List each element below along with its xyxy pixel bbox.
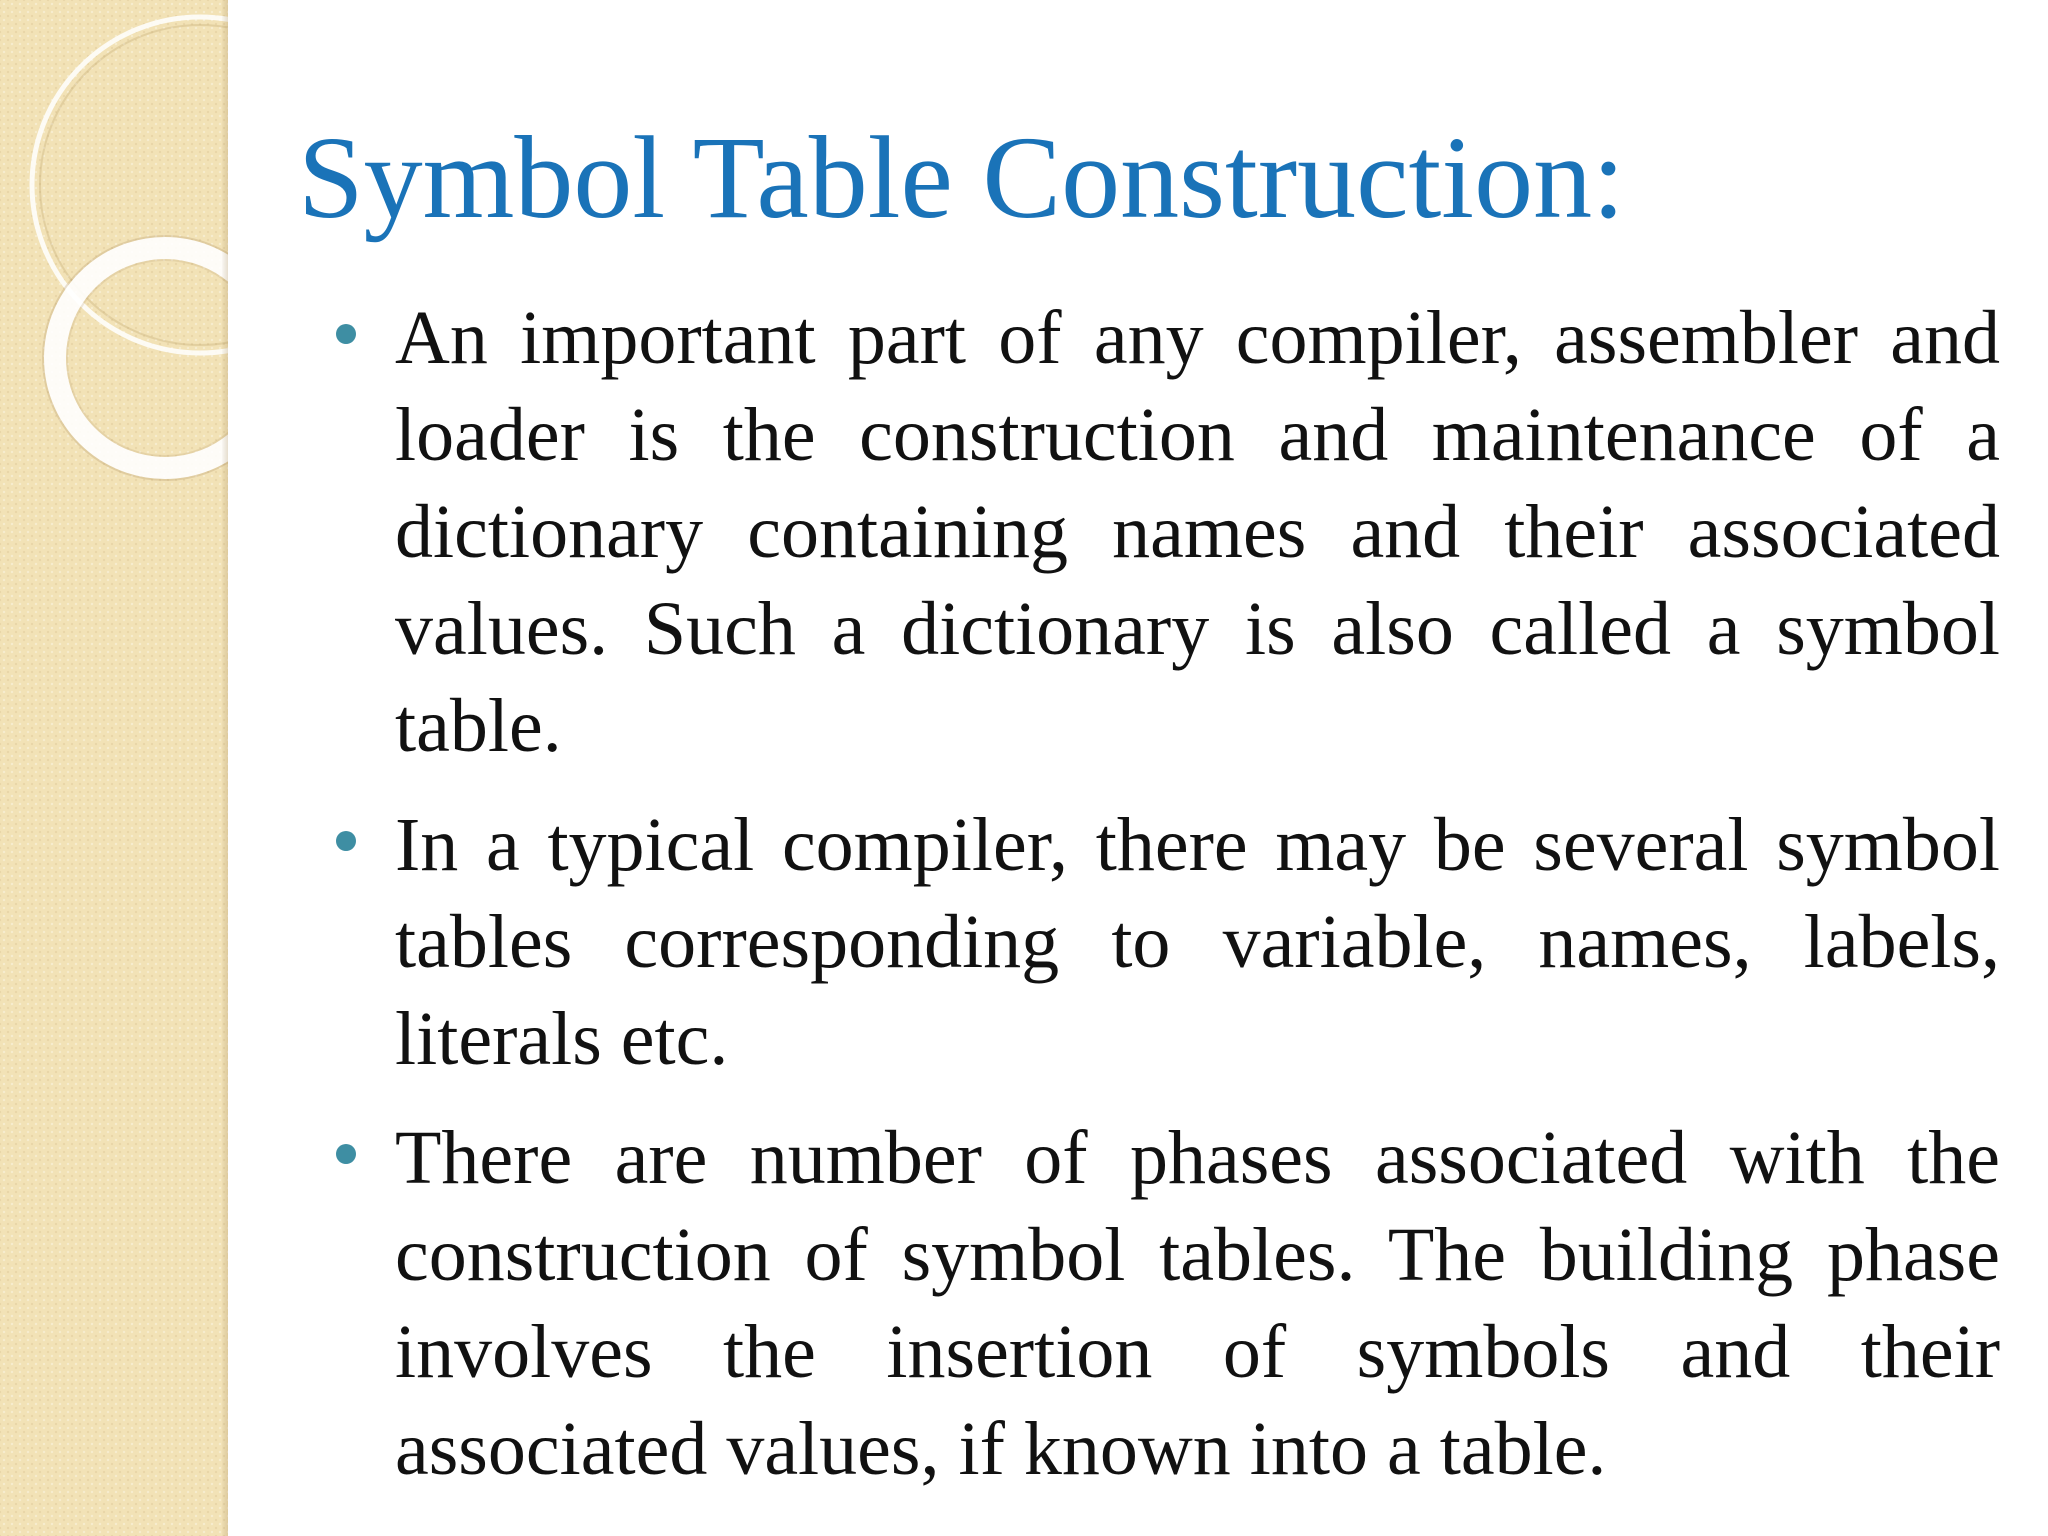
bullet-dot-icon (336, 324, 356, 344)
bullet-text: In a typical compiler, there may be several symbol tables corresponding to variable, names, labels, literals etc. (395, 803, 2000, 1081)
decorative-sidebar (0, 0, 228, 1536)
bullet-dot-icon (336, 1144, 356, 1164)
bullet-item (330, 1110, 2000, 1498)
sidebar-edge (222, 0, 228, 1536)
bullet-text: An important part of any compiler, assembler and loader is the construction and maintenance of a dictionary containing names and their associated values. Such a dictionary is also called a symbol table. (395, 296, 2000, 768)
decorative-rings (0, 0, 228, 1536)
bullet-item (330, 290, 2000, 775)
bullet-item (330, 797, 2000, 1088)
bullet-list (330, 290, 2000, 1520)
bullet-text: There are number of phases associated with the construction of symbol tables. The building phase involves the insertion of symbols and their associated values, if known into a table. (395, 1116, 2000, 1491)
slide-title: Symbol Table Construction: (298, 112, 1625, 243)
bullet-dot-icon (336, 831, 356, 851)
